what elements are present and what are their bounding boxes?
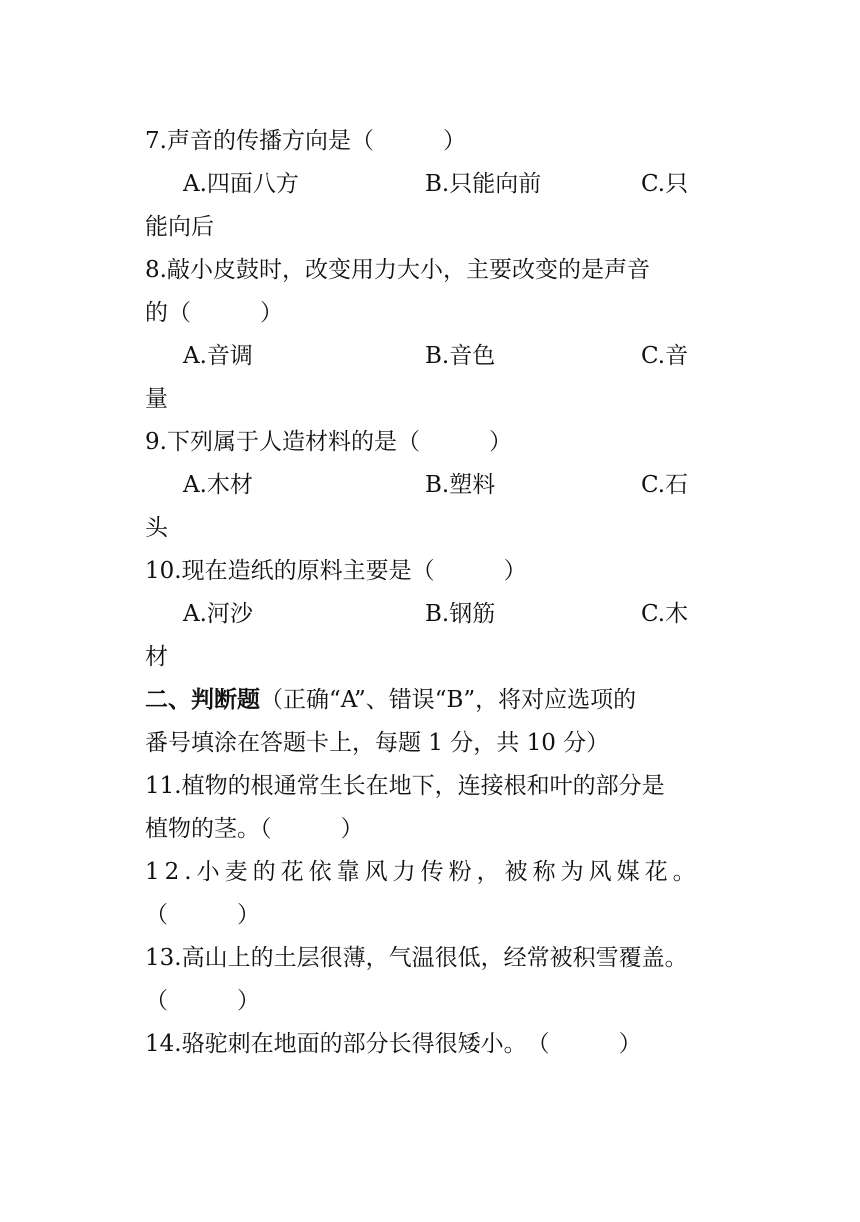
question-8-option-a: A.音调 [183,343,253,369]
question-7-stem: 7.声音的传播方向是（ ） [145,128,466,154]
question-11-line-1: 11.植物的根通常生长在地下，连接根和叶的部分是 [145,773,665,799]
question-10-option-b: B.钢筋 [425,601,496,627]
question-7-option-c: C.只 [641,171,689,197]
question-13-line-2: （ ） [145,988,260,1014]
question-9-stem: 9.下列属于人造材料的是（ ） [145,429,512,455]
question-9-option-a: A.木材 [183,472,253,498]
section-2-title: 二、判断题 [145,687,260,713]
section-2-instruction-line-2: 番号填涂在答题卡上，每题 1 分，共 10 分） [145,730,610,756]
question-8-stem-line-1: 8.敲小皮鼓时，改变用力大小，主要改变的是声音 [145,257,650,283]
question-9-option-b: B.塑料 [425,472,496,498]
question-8-stem-line-2: 的（ ） [145,300,283,326]
section-2-instruction: （正确“A”、错误“B”，将对应选项的 [260,687,637,713]
question-8-option-b: B.音色 [425,343,496,369]
question-12-line-2: （ ） [145,902,260,928]
question-9-option-c: C.石 [641,472,689,498]
question-9-option-c-wrap: 头 [145,515,168,541]
question-13-line-1: 13.高山上的土层很薄，气温很低，经常被积雪覆盖。 [145,945,688,971]
question-8-option-c-wrap: 量 [145,386,168,412]
question-7-option-c-wrap: 能向后 [145,214,214,240]
question-10-option-c-wrap: 材 [145,644,168,670]
question-11-line-2: 植物的茎。（ ） [145,816,364,842]
section-2-heading-line [145,685,636,715]
question-10-stem: 10.现在造纸的原料主要是（ ） [145,558,527,584]
question-7-option-b: B.只能向前 [425,171,542,197]
question-7-option-a: A.四面八方 [183,171,299,197]
question-14-line-1: 14.骆驼刺在地面的部分长得很矮小。 （ ） [145,1031,642,1057]
question-12-line-1: 12.小麦的花依靠风力传粉，被称为风媒花。 [145,859,701,885]
question-10-option-a: A.河沙 [183,601,253,627]
question-8-option-c: C.音 [641,343,689,369]
question-10-option-c: C.木 [641,601,689,627]
